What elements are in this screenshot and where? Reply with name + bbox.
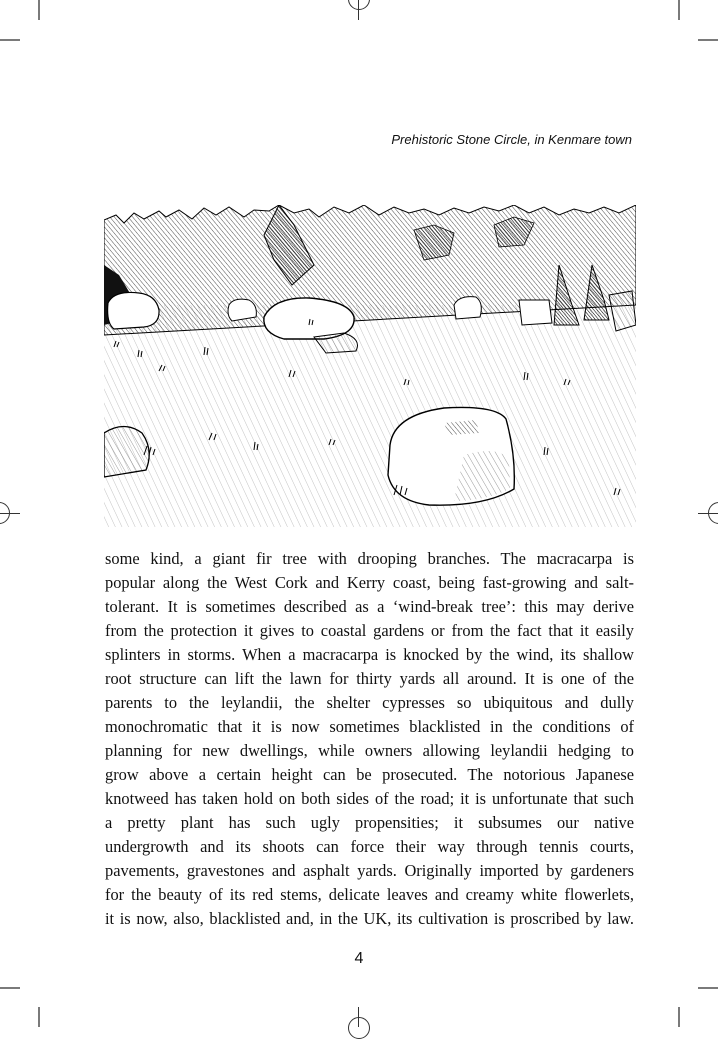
crop-mark-bottom-left-vertical [38, 1007, 40, 1027]
text-line: grow above a certain height can be prosecuted. The notorious Japanese [105, 765, 634, 784]
body-paragraph [105, 547, 634, 931]
text-line: undergrowth and its shoots can force their way through tennis courts, [105, 837, 634, 856]
crop-mark-top-left-horizontal [0, 39, 20, 41]
page-number: 4 [354, 950, 364, 967]
text-line: pavements, gravestones and asphalt yards. Originally imported by gardeners [105, 861, 634, 880]
text-line: for the beauty of its red stems, delicate leaves and creamy white flowerlets, [105, 885, 634, 904]
text-line: tolerant. It is sometimes described as a ‘wind-break tree’: this may derive [105, 597, 634, 616]
crop-mark-top-left-vertical [38, 0, 40, 20]
text-line: monochromatic that it is now sometimes blacklisted in the conditions of [105, 717, 634, 736]
crop-mark-bottom-left-horizontal [0, 987, 20, 989]
text-line: popular along the West Cork and Kerry coast, being fast-growing and salt- [105, 573, 634, 592]
text-line: from the protection it gives to coastal gardens or from the fact that it easily [105, 621, 634, 640]
text-line: planning for new dwellings, while owners allowing leylandii hedging to [105, 741, 634, 760]
text-line: root structure can lift the lawn for thirty yards all around. It is one of the [105, 669, 634, 688]
crop-mark-top-right-vertical [678, 0, 680, 20]
text-line: some kind, a giant fir tree with drooping branches. The macracarpa is [105, 549, 634, 568]
crop-mark-bottom-right-horizontal [698, 987, 718, 989]
text-line: splinters in storms. When a macracarpa is knocked by the wind, its shallow [105, 645, 634, 664]
illustration-image [104, 205, 636, 527]
text-line: a pretty plant has such ugly propensities; it subsumes our native [105, 813, 634, 832]
crop-mark-top-right-horizontal [698, 39, 718, 41]
running-caption: Prehistoric Stone Circle, in Kenmare town [391, 132, 632, 147]
text-line: knotweed has taken hold on both sides of the road; it is unfortunate that such [105, 789, 634, 808]
text-line: parents to the leylandii, the shelter cypresses so ubiquitous and dully [105, 693, 634, 712]
crop-mark-bottom-right-vertical [678, 1007, 680, 1027]
text-line: it is now, also, blacklisted and, in the UK, its cultivation is proscribed by law. [105, 909, 634, 928]
